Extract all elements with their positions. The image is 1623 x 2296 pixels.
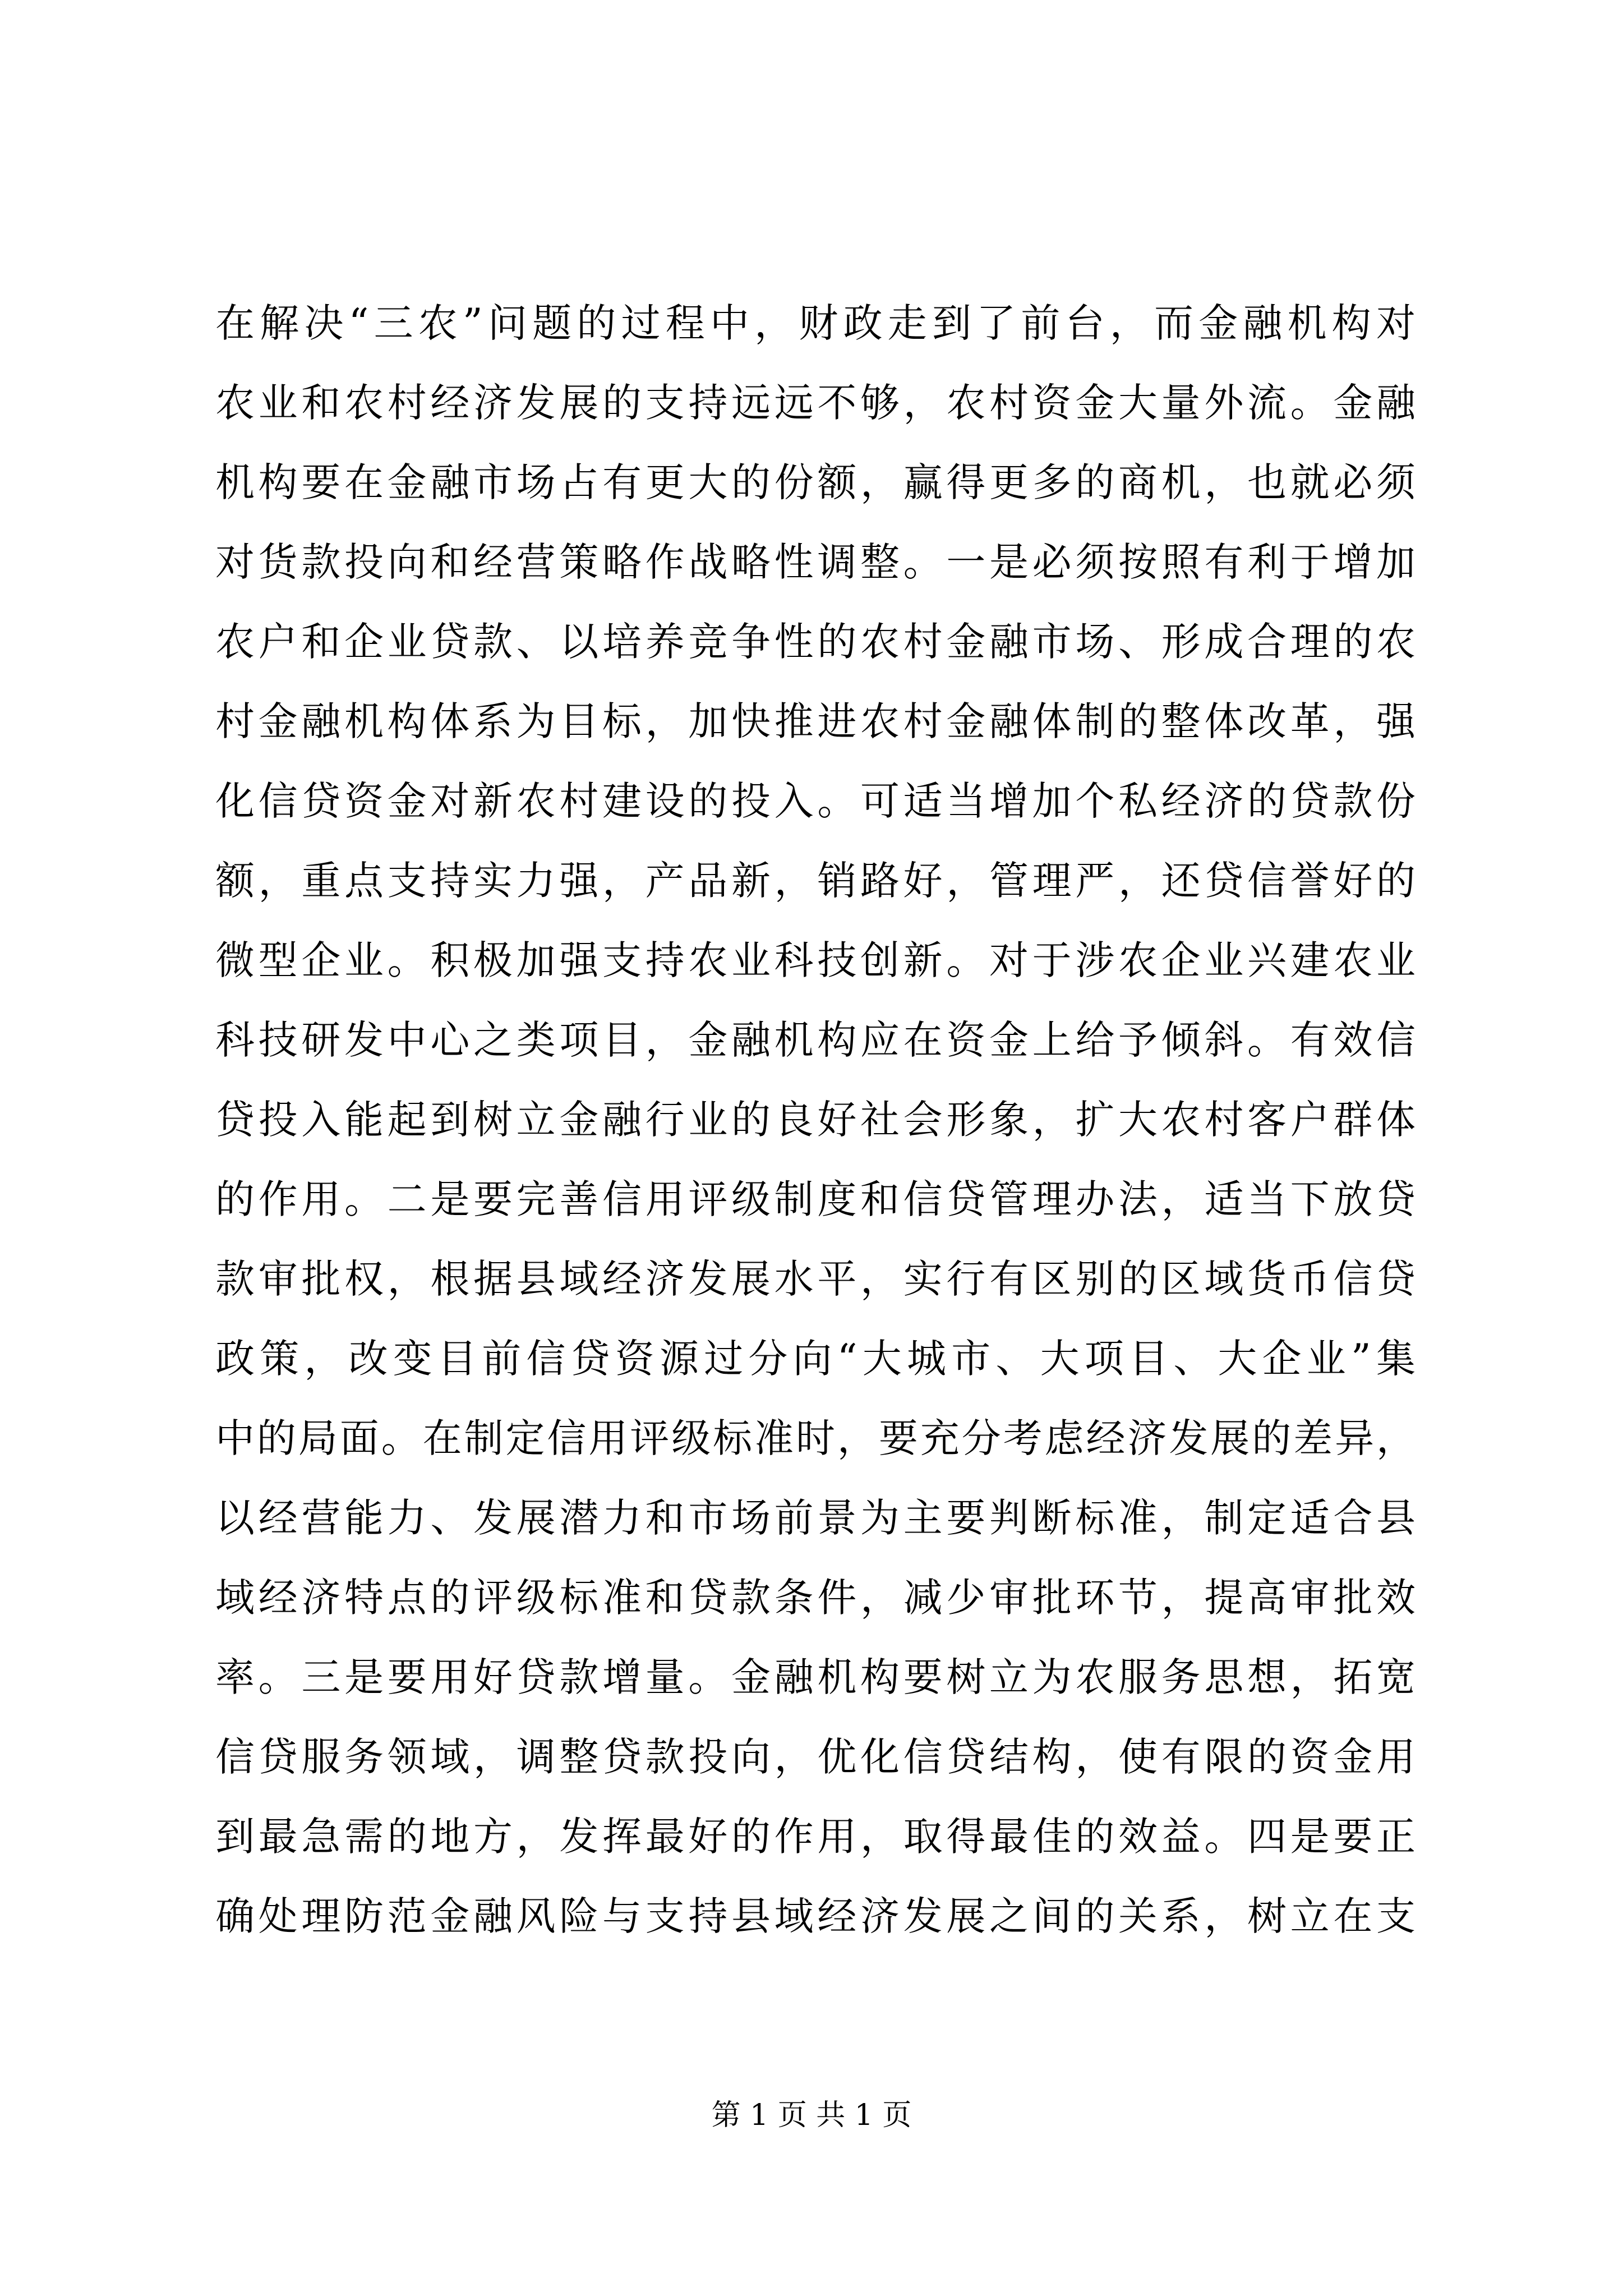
text-line: 到最急需的地方，发挥最好的作用，取得最佳的效益。四是要正 (215, 1814, 1415, 1860)
text-line: 率。三是要用好贷款增量。金融机构要树立为农服务思想，拓宽 (215, 1654, 1415, 1700)
text-line: 机构要在金融市场占有更大的份额，赢得更多的商机，也就必须 (215, 459, 1415, 505)
text-line: 信贷服务领域，调整贷款投向，优化信贷结构，使有限的资金用 (215, 1734, 1415, 1780)
text-line: 化信贷资金对新农村建设的投入。可适当增加个私经济的贷款份 (215, 778, 1415, 824)
text-line: 以经营能力、发展潜力和市场前景为主要判断标准，制定适合县 (215, 1495, 1415, 1541)
text-line: 域经济特点的评级标准和贷款条件，减少审批环节，提高审批效 (215, 1575, 1415, 1621)
text-line: 款审批权，根据县域经济发展水平，实行有区别的区域货币信贷 (215, 1256, 1415, 1302)
text-line: 微型企业。积极加强支持农业科技创新。对于涉农企业兴建农业 (215, 937, 1415, 983)
text-line: 额，重点支持实力强，产品新，销路好，管理严，还贷信誉好的 (215, 858, 1415, 904)
text-line: 农户和企业贷款、以培养竞争性的农村金融市场、形成合理的农 (215, 619, 1415, 665)
page-number-footer: 第 1 页 共 1 页 (711, 2099, 912, 2132)
text-line: 农业和农村经济发展的支持远远不够，农村资金大量外流。金融 (215, 380, 1415, 426)
text-line: 科技研发中心之类项目，金融机构应在资金上给予倾斜。有效信 (215, 1017, 1415, 1063)
text-line: 对货款投向和经营策略作战略性调整。一是必须按照有利于增加 (215, 539, 1415, 585)
text-line: 贷投入能起到树立金融行业的良好社会形象，扩大农村客户群体 (215, 1097, 1415, 1143)
text-line: 的作用。二是要完善信用评级制度和信贷管理办法，适当下放贷 (215, 1176, 1415, 1222)
text-line: 中的局面。在制定信用评级标准时，要充分考虑经济发展的差异， (215, 1415, 1415, 1461)
text-line: 在解决“三农”问题的过程中，财政走到了前台，而金融机构对 (215, 300, 1415, 346)
text-line: 确处理防范金融风险与支持县域经济发展之间的关系，树立在支 (215, 1893, 1415, 1939)
text-line: 政策，改变目前信贷资源过分向“大城市、大项目、大企业”集 (215, 1336, 1415, 1382)
text-line: 村金融机构体系为目标，加快推进农村金融体制的整体改革，强 (215, 698, 1415, 744)
body-paragraph (215, 283, 1415, 1956)
